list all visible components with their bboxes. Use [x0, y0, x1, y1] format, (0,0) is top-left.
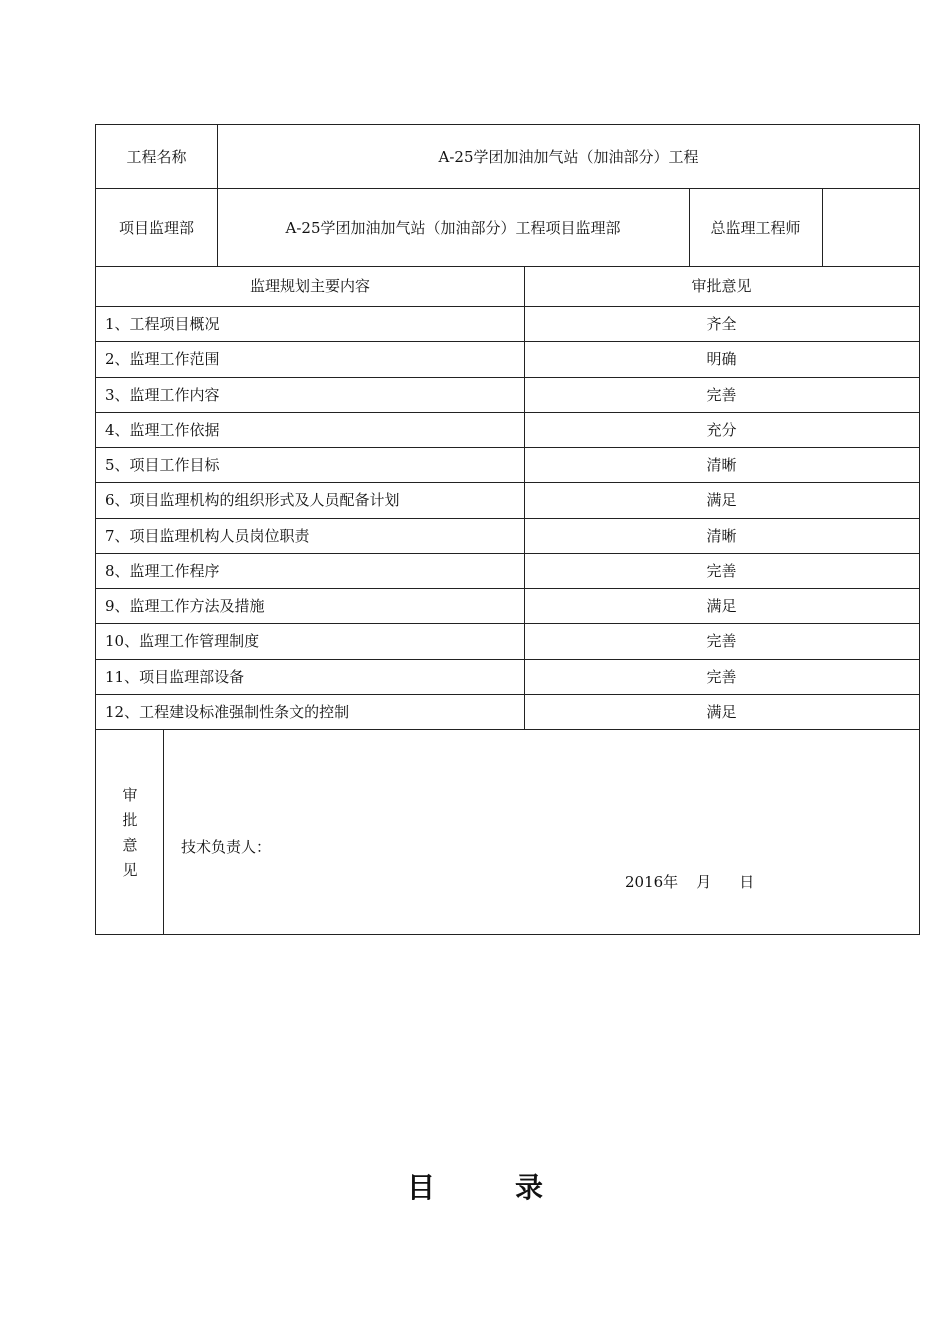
title-char: 目: [406, 1171, 515, 1204]
review-item-label: 9、监理工作方法及措施: [105, 597, 265, 616]
review-item-opinion: 完善: [706, 385, 737, 404]
review-item-label: 7、项目监理机构人员岗位职责: [105, 526, 310, 545]
approval-char: 见: [122, 860, 138, 879]
dept-label: 项目监理部: [118, 218, 194, 237]
review-item-label: 2、监理工作范围: [105, 350, 220, 369]
chief-engineer-value: [822, 189, 919, 267]
review-item-label: 5、项目工作目标: [105, 456, 220, 475]
review-item-opinion: 满足: [706, 702, 737, 721]
review-item-opinion: 充分: [706, 420, 737, 439]
project-name-value: A-25学团加油加气站（加油部分）工程: [438, 147, 699, 166]
date-month: 月: [696, 872, 712, 891]
approval-opinion-label: [96, 730, 164, 935]
tech-lead-label: 技术负责人：: [181, 837, 272, 856]
approval-char: 批: [122, 810, 138, 829]
date-day: 日: [739, 872, 755, 891]
review-item-label: 8、监理工作程序: [105, 561, 220, 580]
review-item-opinion: 明确: [706, 350, 737, 369]
approval-char: 意: [122, 835, 138, 854]
col-content-header: 监理规划主要内容: [249, 277, 370, 295]
date-year: 2016年: [625, 872, 679, 891]
title-char: 录: [515, 1171, 624, 1204]
review-item-opinion: 完善: [706, 561, 737, 580]
col-opinion-header: 审批意见: [691, 277, 752, 295]
approval-date: [625, 872, 754, 892]
approval-form-table: [95, 124, 920, 935]
review-item-opinion: 清晰: [706, 526, 737, 545]
review-item-opinion: 清晰: [706, 456, 737, 475]
review-item-label: 11、项目监理部设备: [105, 667, 245, 686]
chief-engineer-label: 总监理工程师: [710, 218, 801, 237]
approval-char: 审: [122, 785, 138, 804]
review-item-opinion: 满足: [706, 597, 737, 616]
review-item-opinion: 齐全: [706, 315, 737, 334]
project-name-label: 工程名称: [126, 147, 187, 166]
table-of-contents-title: [0, 1166, 950, 1206]
review-item-label: 12、工程建设标准强制性条文的控制: [105, 702, 350, 721]
review-item-opinion: 满足: [706, 491, 737, 510]
review-item-opinion: 完善: [706, 632, 737, 651]
review-item-opinion: 完善: [706, 667, 737, 686]
dept-value: A-25学团加油加气站（加油部分）工程项目监理部: [285, 218, 621, 237]
review-item-label: 3、监理工作内容: [105, 385, 220, 404]
review-item-label: 10、监理工作管理制度: [105, 632, 260, 651]
review-item-label: 4、监理工作依据: [105, 420, 220, 439]
review-item-label: 6、项目监理机构的组织形式及人员配备计划: [105, 491, 400, 510]
review-item-label: 1、工程项目概况: [105, 315, 220, 334]
